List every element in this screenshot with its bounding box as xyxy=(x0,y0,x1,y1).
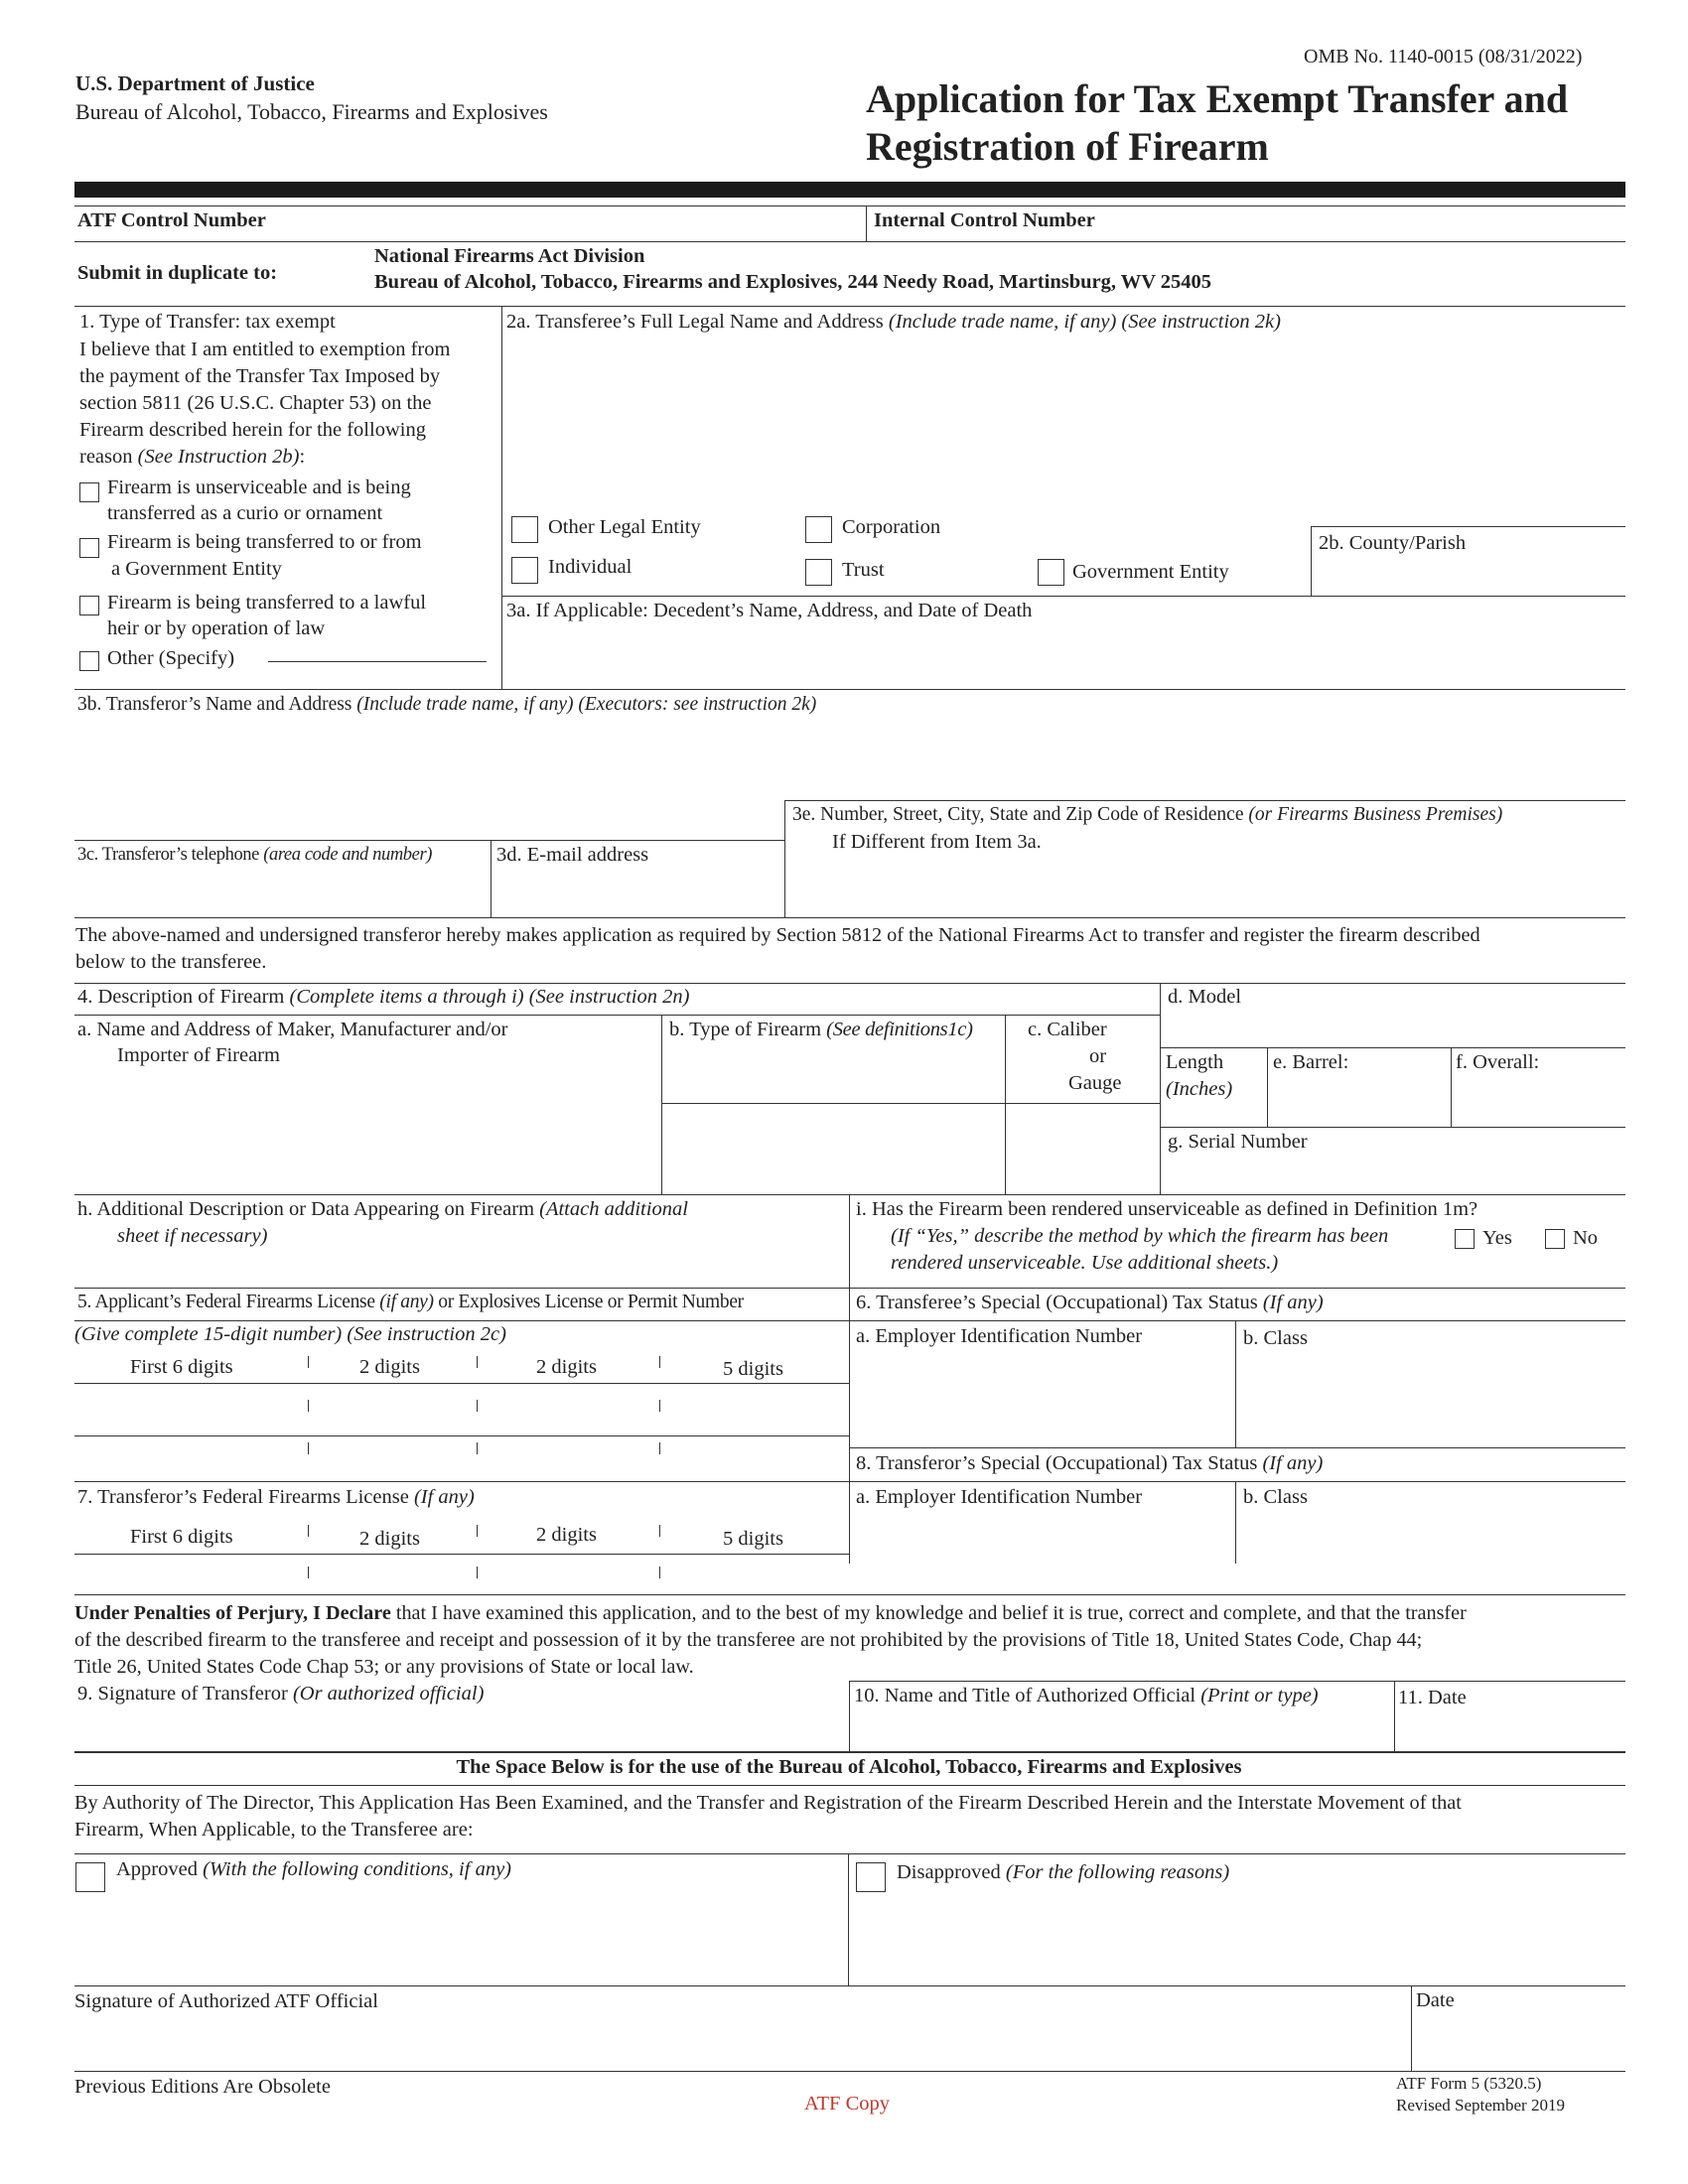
government-transfer-checkbox[interactable] xyxy=(79,538,99,558)
department-name: U.S. Department of Justice xyxy=(75,71,315,95)
perjury-line1: Under Penalties of Perjury, I Declare that I have examined this application, and to the best of my knowledge and belief it is true, correct and complete, and that the transfer xyxy=(74,1602,1467,1624)
ffl-col-first6: First 6 digits xyxy=(130,1356,233,1378)
atf-date-field[interactable] xyxy=(1414,2015,1624,2067)
maker-label-line1: a. Name and Address of Maker, Manufacturer and/or xyxy=(77,1019,508,1040)
government-entity-checkbox[interactable] xyxy=(1038,559,1064,586)
signature-date-label: 11. Date xyxy=(1398,1687,1467,1708)
item1-label: 1. Type of Transfer: tax exempt xyxy=(79,311,336,333)
atf-control-label: ATF Control Number xyxy=(77,209,266,231)
applicant-ffl-number-field[interactable] xyxy=(77,1386,847,1433)
heir-checkbox[interactable] xyxy=(79,596,99,615)
item1-text: the payment of the Transfer Tax Imposed by xyxy=(79,365,441,387)
transferor-ffl-label: 7. Transferor’s Federal Firearms License (If any) xyxy=(77,1486,475,1508)
approved-checkbox[interactable] xyxy=(75,1862,105,1892)
authority-line1: By Authority of The Director, This Application Has Been Examined, and the Transfer and Registration of the Firearm Described Herein and the Interstate Movement of that xyxy=(74,1792,1462,1814)
corporation-label: Corporation xyxy=(842,516,941,538)
additional-description-note: sheet if necessary) xyxy=(117,1225,268,1247)
transferee-class-label: b. Class xyxy=(1243,1327,1308,1349)
item4-label: 4. Description of Firearm (Complete items a through i) (See instruction 2n) xyxy=(77,986,690,1008)
transferor-ffl-col-2digits-b: 2 digits xyxy=(536,1524,597,1546)
authorized-official-field[interactable] xyxy=(852,1709,1392,1749)
perjury-line2: of the described firearm to the transferee and receipt and possession of it by the transferee are not prohibited by the provisions of Title 18, United States Code, Chap 44; xyxy=(74,1629,1423,1651)
applicant-ffl-sub: (Give complete 15-digit number) (See instruction 2c) xyxy=(74,1323,506,1345)
transferor-ffl-number-field[interactable] xyxy=(77,1556,847,1595)
additional-description-label: h. Additional Description or Data Appearing on Firearm (Attach additional xyxy=(77,1198,688,1220)
transferor-tax-status-label: 8. Transferor’s Special (Occupational) Tax Status (If any) xyxy=(856,1452,1324,1474)
form-title-line2: Registration of Firearm xyxy=(866,124,1269,169)
transfer-statement-line1: The above-named and undersigned transferor hereby makes application as required by Section 5812 of the National Firearms Act to transfer and register the firearm described xyxy=(75,924,1480,946)
authorized-official-label: 10. Name and Title of Authorized Official (Print or type) xyxy=(854,1685,1319,1706)
approved-label: Approved (With the following conditions, if any) xyxy=(116,1858,512,1880)
unserviceable-question: i. Has the Firearm been rendered unserviceable as defined in Definition 1m? xyxy=(856,1198,1478,1220)
government-option-line2: a Government Entity xyxy=(111,558,282,580)
caliber-label-line2: or xyxy=(1089,1045,1107,1067)
no-label: No xyxy=(1573,1227,1599,1249)
unserviceable-no-checkbox[interactable] xyxy=(1545,1229,1565,1249)
unserviceable-yes-checkbox[interactable] xyxy=(1455,1229,1475,1249)
firearm-type-label: b. Type of Firearm (See definitions1c) xyxy=(669,1019,973,1040)
atf-use-heading: The Space Below is for the use of the Bureau of Alcohol, Tobacco, Firearms and Explosives xyxy=(456,1756,1242,1778)
government-entity-label: Government Entity xyxy=(1072,561,1229,583)
transferor-ffl-col-first6: First 6 digits xyxy=(130,1526,233,1548)
overall-label: f. Overall: xyxy=(1456,1051,1540,1073)
individual-checkbox[interactable] xyxy=(511,557,538,584)
other-legal-entity-checkbox[interactable] xyxy=(511,516,538,543)
atf-official-signature-label: Signature of Authorized ATF Official xyxy=(74,1990,378,2012)
item3e-label: 3e. Number, Street, City, State and Zip Code of Residence (or Firearms Business Premises) xyxy=(792,804,1503,825)
curio-checkbox[interactable] xyxy=(79,482,99,502)
other-checkbox[interactable] xyxy=(79,651,99,671)
bureau-name: Bureau of Alcohol, Tobacco, Firearms and Explosives xyxy=(75,99,548,124)
transferor-ffl-col-5digits: 5 digits xyxy=(723,1528,783,1550)
form-number: ATF Form 5 (5320.5) xyxy=(1396,2074,1542,2093)
unserviceable-note-line1: (If “Yes,” describe the method by which the firearm has been xyxy=(891,1225,1389,1247)
authority-line2: Firearm, When Applicable, to the Transferee are: xyxy=(74,1819,474,1841)
form-title-line1: Application for Tax Exempt Transfer and xyxy=(866,76,1569,121)
transferee-tax-status-label: 6. Transferee’s Special (Occupational) Tax Status (If any) xyxy=(856,1292,1324,1313)
item3c-label: 3c. Transferor’s telephone (area code and number) xyxy=(77,845,433,865)
transferee-ein-label: a. Employer Identification Number xyxy=(856,1325,1143,1347)
perjury-line3: Title 26, United States Code Chap 53; or any provisions of State or local law. xyxy=(74,1656,694,1678)
transferor-ffl-col-2digits-a: 2 digits xyxy=(359,1528,420,1550)
omb-number: OMB No. 1140-0015 (08/31/2022) xyxy=(1304,46,1583,68)
curio-option-line1: Firearm is unserviceable and is being xyxy=(107,477,411,498)
item1-text: Firearm described herein for the following xyxy=(79,419,426,441)
barrel-label: e. Barrel: xyxy=(1273,1051,1349,1073)
unserviceable-note-line2: rendered unserviceable. Use additional sheets.) xyxy=(891,1252,1279,1274)
atf-official-signature-field[interactable] xyxy=(77,2015,1408,2067)
previous-editions-note: Previous Editions Are Obsolete xyxy=(74,2076,331,2098)
transferee-name-field[interactable] xyxy=(511,336,1306,504)
atf-date-label: Date xyxy=(1416,1989,1455,2011)
other-option: Other (Specify) xyxy=(107,647,235,669)
transferor-signature-label: 9. Signature of Transferor (Or authorized official) xyxy=(77,1683,485,1705)
atf-copy-label: ATF Copy xyxy=(804,2093,891,2115)
item3e-line2: If Different from Item 3a. xyxy=(832,831,1042,853)
heir-option-line1: Firearm is being transferred to a lawful xyxy=(107,592,427,614)
disapproved-label: Disapproved (For the following reasons) xyxy=(897,1861,1230,1883)
item1-text: section 5811 (26 U.S.C. Chapter 53) on the xyxy=(79,392,432,414)
maker-label-line2: Importer of Firearm xyxy=(117,1044,280,1066)
transferor-class-label: b. Class xyxy=(1243,1486,1308,1508)
item2a-label: 2a. Transferee’s Full Legal Name and Address (Include trade name, if any) (See instruction 2k) xyxy=(506,311,1281,333)
heir-option-line2: heir or by operation of law xyxy=(107,617,326,639)
internal-control-label: Internal Control Number xyxy=(874,209,1095,231)
corporation-checkbox[interactable] xyxy=(805,516,832,543)
form-revision: Revised September 2019 xyxy=(1396,2096,1565,2115)
nfa-division: National Firearms Act Division xyxy=(374,245,645,267)
ffl-col-2digits-a: 2 digits xyxy=(359,1356,420,1378)
curio-option-line2: transferred as a curio or ornament xyxy=(107,502,383,524)
serial-number-label: g. Serial Number xyxy=(1168,1131,1308,1153)
other-legal-entity-label: Other Legal Entity xyxy=(548,516,701,538)
length-label: Length xyxy=(1166,1051,1224,1073)
trust-checkbox[interactable] xyxy=(805,559,832,586)
item3a-label: 3a. If Applicable: Decedent’s Name, Address, and Date of Death xyxy=(506,600,1033,621)
item1-reason: reason (See Instruction 2b): xyxy=(79,446,306,468)
item1-text: I believe that I am entitled to exemption from xyxy=(79,339,451,360)
signature-date-field[interactable] xyxy=(1397,1709,1623,1749)
other-specify-line[interactable] xyxy=(268,661,487,662)
county-parish-label: 2b. County/Parish xyxy=(1319,532,1467,554)
transfer-statement-line2: below to the transferee. xyxy=(75,951,267,973)
individual-label: Individual xyxy=(548,556,633,578)
government-option-line1: Firearm is being transferred to or from xyxy=(107,531,422,553)
inches-label: (Inches) xyxy=(1166,1078,1233,1100)
caliber-label-line1: c. Caliber xyxy=(1028,1019,1107,1040)
trust-label: Trust xyxy=(842,559,885,581)
submit-address: Bureau of Alcohol, Tobacco, Firearms and Explosives, 244 Needy Road, Martinsburg, WV 25405 xyxy=(374,271,1212,293)
ffl-col-5digits: 5 digits xyxy=(723,1358,783,1380)
transferor-ein-label: a. Employer Identification Number xyxy=(856,1486,1143,1508)
item3b-label: 3b. Transferor’s Name and Address (Include trade name, if any) (Executors: see instruction 2k) xyxy=(77,694,817,715)
model-label: d. Model xyxy=(1168,986,1242,1008)
item3d-label: 3d. E-mail address xyxy=(496,844,649,866)
caliber-label-line3: Gauge xyxy=(1068,1072,1122,1094)
disapproved-checkbox[interactable] xyxy=(856,1862,886,1892)
header-rule xyxy=(74,182,1625,198)
submit-label: Submit in duplicate to: xyxy=(77,262,278,284)
yes-label: Yes xyxy=(1482,1227,1512,1249)
applicant-ffl-label: 5. Applicant’s Federal Firearms License (if any) or Explosives License or Permit Number xyxy=(77,1292,744,1312)
ffl-col-2digits-b: 2 digits xyxy=(536,1356,597,1378)
transferor-signature-field[interactable] xyxy=(77,1709,847,1749)
